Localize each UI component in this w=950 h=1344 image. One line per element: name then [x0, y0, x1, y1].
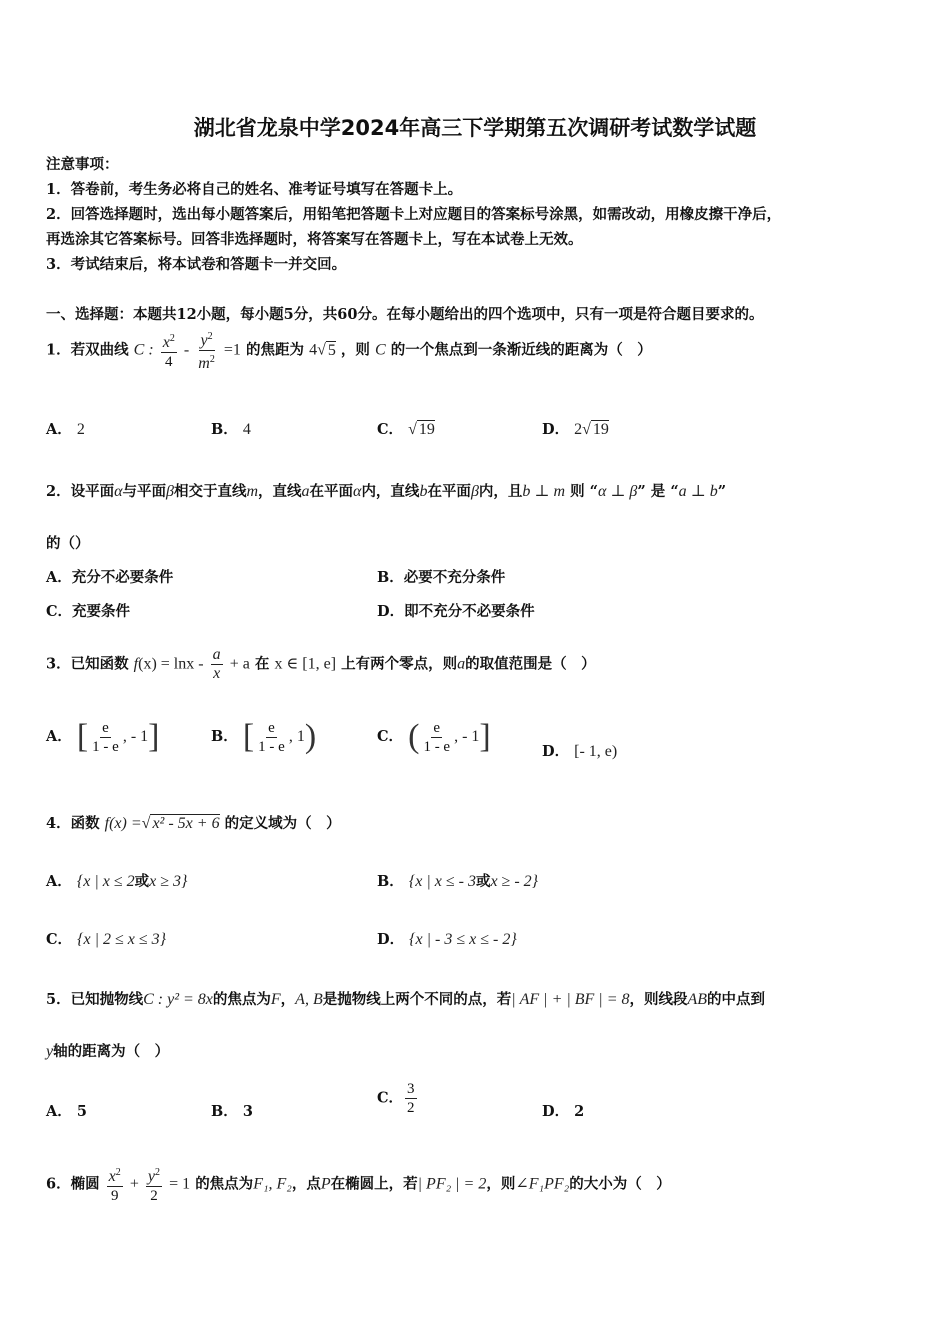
q1-option-c[interactable]: C． √ 19 — [377, 421, 435, 438]
q1-option-b[interactable]: B． 4 — [211, 421, 251, 438]
q1-option-d[interactable]: D． 2√ 19 — [542, 421, 609, 438]
q1-c: C — [374, 341, 386, 359]
question-5-tail: y轴的距离为（ ） — [46, 1043, 170, 1060]
q1-text: 的一个焦点到一条渐近线的距离为（ ） — [390, 341, 652, 359]
q1-den1: 4 — [165, 354, 173, 370]
notice-item: 1．答卷前，考生务必将自己的姓名、准考证号填写在答题卡上。 — [46, 181, 463, 198]
q5-option-a[interactable]: A． 5 — [46, 1103, 87, 1120]
q1-x: x — [162, 334, 170, 351]
question-5: 5．已知抛物线C : y² = 8x的焦点为F，A, B是抛物线上两个不同的点，若| AF | + | BF | = 8，则线段AB的中点到 — [46, 991, 766, 1008]
question-4: 4．函数 f(x) =√ x² - 5x + 6 的定义域为（ ） — [46, 815, 341, 832]
q3-option-d[interactable]: D． [- 1, e) — [542, 743, 618, 760]
q4-option-b[interactable]: B． {x | x ≤ - 3或x ≥ - 2} — [377, 873, 539, 890]
notice-heading: 注意事项： — [46, 156, 119, 173]
question-1: 1．若双曲线 C : $\frac{x^2}{4}$ - $\frac{y^2}{m^2}$ =1 的焦距为 4√ 5 ，则 C 的一个焦点到一条渐近线的距离为（ ） — [46, 328, 652, 373]
q3-option-b[interactable]: B． [ $\frac{e}{1 - e}$ , 1) — [211, 718, 317, 755]
notice-item: 2．回答选择题时，选出每小题答案后，用铅笔把答题卡上对应题目的答案标号涂黑，如需改动，用橡皮擦干净后， — [46, 206, 782, 223]
q5-option-b[interactable]: B． 3 — [211, 1103, 253, 1120]
q1-option-a[interactable]: A． 2 — [46, 421, 85, 438]
q5-option-c[interactable]: C． $\frac{3}{2}$ — [377, 1081, 415, 1116]
q3-option-a[interactable]: A． [ $\frac{e}{1 - e}$ , - 1] — [46, 718, 160, 755]
q1-text: ，则 — [340, 341, 370, 359]
q4-option-d[interactable]: D． {x | - 3 ≤ x ≤ - 2} — [377, 931, 517, 948]
question-2: 2．设平面α与平面β相交于直线m，直线a在平面α内，直线b在平面β内，且b ⊥ m 则 “α ⊥ β” 是 “a ⊥ b” — [46, 483, 727, 500]
q2-perp: b ⊥ m — [522, 483, 566, 500]
q4-option-a[interactable]: A． {x | x ≤ 2或x ≥ 3} — [46, 873, 188, 890]
q1-focal-root: 5 — [327, 341, 336, 359]
notice-item: 再选涂其它答案标号。回答非选择题时，将答案写在答题卡上，写在本试卷上无效。 — [46, 231, 583, 248]
q1-curve-name: C : — [133, 341, 154, 359]
q1-den2: m — [198, 355, 210, 372]
q1-number: 1．若双曲线 — [46, 341, 129, 359]
notice-item: 3．考试结束后，将本试卷和答题卡一并交回。 — [46, 256, 347, 273]
q5-option-d[interactable]: D． 2 — [542, 1103, 585, 1120]
q1-y: y — [200, 332, 208, 349]
section-heading: 一、选择题：本题共12小题，每小题5分，共60分。在每小题给出的四个选项中，只有一项是符合题目要求的。 — [46, 306, 764, 323]
q1-focal: 4 — [309, 341, 318, 359]
question-6: 6．椭圆 $\frac{x^2}{9}$ + $\frac{y^2}{2}$ = 1 的焦点为F₁, F₂，点P在椭圆上，若| PF₂ | = 2，则∠F₁PF₂的大小为（ ） — [46, 1164, 671, 1205]
q3-option-c[interactable]: C． ( $\frac{e}{1 - e}$ , - 1] — [377, 718, 491, 755]
q2-option-b[interactable]: B．必要不充分条件 — [377, 569, 506, 586]
q2-option-c[interactable]: C．充要条件 — [46, 603, 131, 620]
q2-option-d[interactable]: D．即不充分不必要条件 — [377, 603, 535, 620]
question-2-tail: 的（） — [46, 535, 90, 552]
q2-option-a[interactable]: A．充分不必要条件 — [46, 569, 174, 586]
question-3: 3．已知函数 f(x) = lnx - $\frac{a}{x}$ + a 在 x ∈ [1, e] 上有两个零点，则a的取值范围是（ ） — [46, 646, 596, 682]
q1-text: 的焦距为 — [246, 341, 304, 359]
q4-option-c[interactable]: C． {x | 2 ≤ x ≤ 3} — [46, 931, 167, 948]
page-title: 湖北省龙泉中学2024年高三下学期第五次调研考试数学试题 — [193, 116, 757, 140]
q1-eq-right: =1 — [223, 341, 241, 359]
